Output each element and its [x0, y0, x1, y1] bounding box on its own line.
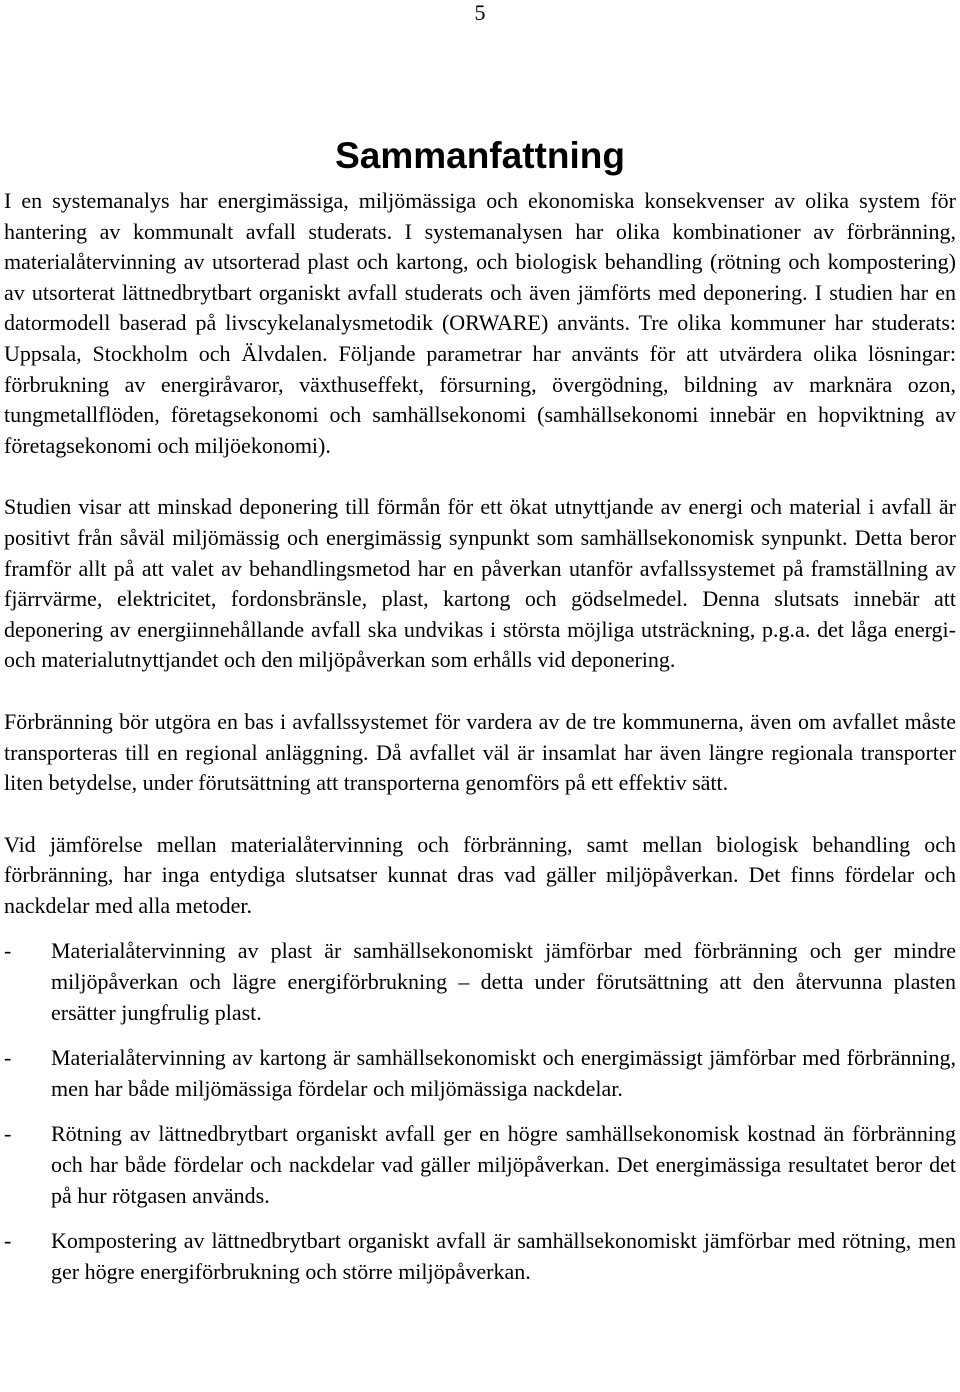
document-body — [4, 186, 956, 1302]
list-marker: - — [4, 1121, 12, 1147]
paragraph-spacer — [4, 799, 956, 830]
paragraph-study-results: Studien visar att minskad deponering till förmån för ett ökat utnyttjande av energi och material i avfall är positivt från såväl miljömässig och energimässig synpunkt som samhällsekonomisk synpunkt. Detta beror framför allt på att valet av behandlingsmetod har en påverkan utanför avfallssystemet på framställning av fjärrvärme, elektricitet, fordonsbränsle, plast, kartong och gödselmedel. Denna slutsats innebär att deponering av energiinnehållande avfall ska undvikas i största möjliga utsträckning, p.g.a. det låga energi- och materialutnyttjandet och den miljöpåverkan som erhålls vid deponering. — [4, 494, 956, 673]
list-item-text: Materialåtervinning av kartong är samhällsekonomiskt och energimässigt jämförbar med förbränning, men har både miljömässiga fördelar och miljömässiga nackdelar. — [51, 1045, 956, 1101]
list-item-text: Kompostering av lättnedbrytbart organiskt avfall är samhällsekonomiskt jämförbar med rötning, men ger högre energiförbrukning och större miljöpåverkan. — [51, 1228, 956, 1284]
list-marker: - — [4, 1045, 12, 1071]
list-item-text: Materialåtervinning av plast är samhällsekonomiskt jämförbar med förbränning och ger mindre miljöpåverkan och lägre energiförbrukning – detta under förutsättning att den återvunna plasten ersätter jungfrulig plast. — [51, 938, 956, 1025]
paragraph-spacer — [4, 461, 956, 492]
list-spacer — [4, 921, 956, 936]
paragraph-incineration: Förbränning bör utgöra en bas i avfallssystemet för vardera av de tre kommunerna, även om avfallet måste transporteras till en regional anläggning. Då avfallet väl är insamlat har även längre regionala transporter liten betydelse, under förutsättning att transporterna genomförs på ett effektiv sätt. — [4, 708, 956, 796]
page-title: Sammanfattning — [335, 135, 625, 176]
paragraph-intro: I en systemanalys har energimässiga, miljömässiga och ekonomiska konsekvenser av olika system för hantering av kommunalt avfall studerats. I systemanalysen har olika kombinationer av förbränning, materialåtervinning av utsorterad plast och kartong, och biologisk behandling (rötning och kompostering) av utsorterat lättnedbrytbart organiskt avfall studerats och även jämförts med deponering. I studien har en datormodell baserad på livscykelanalysmetodik (ORWARE) använts. Tre olika kommuner har studerats: Uppsala, Stockholm och Älvdalen. Följande parametrar har använts för att utvärdera olika lösningar: förbrukning av energiråvaror, växthuseffekt, försurning, övergödning, bildning av marknära ozon, tungmetallflöden, företagsekonomi och samhällsekonomi (samhällsekonomi innebär en hopviktning av företagsekonomi och miljöekonomi). — [4, 188, 956, 458]
list-item — [4, 1226, 956, 1287]
list-marker: - — [4, 1228, 12, 1254]
list-item-text: Rötning av lättnedbrytbart organiskt avfall ger en högre samhällsekonomisk kostnad än förbränning och har både fördelar och nackdelar vad gäller miljöpåverkan. Det energimässiga resultatet beror det på hur rötgasen används. — [51, 1121, 956, 1208]
conclusion-list — [4, 936, 956, 1287]
list-item — [4, 1119, 956, 1211]
list-item — [4, 1043, 956, 1104]
paragraph-spacer — [4, 676, 956, 707]
paragraph-comparison: Vid jämförelse mellan materialåtervinning och förbränning, samt mellan biologisk behandling och förbränning, har inga entydiga slutsatser kunnat dras vad gäller miljöpåverkan. Det finns fördelar och nackdelar med alla metoder. — [4, 831, 956, 918]
page-number: 5 — [474, 0, 486, 25]
list-marker: - — [4, 938, 12, 964]
list-item — [4, 936, 956, 1028]
